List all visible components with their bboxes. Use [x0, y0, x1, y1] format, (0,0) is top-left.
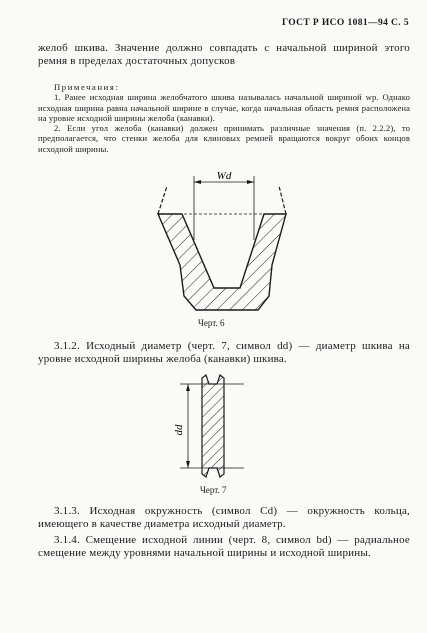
notes-title: Примечания: — [54, 82, 120, 92]
note-2: 2. Если угол желоба (канавки) должен принимать различные значения (п. 2.2.2), то предполагается, что стенки желоба для клиновых ремней вращаются вокруг обоих концов исходной ширины. — [38, 123, 410, 154]
intro-text: желоб шкива. Значение должно совпадать с начальной шириной этого ремня в пределах достаточных допусков — [38, 42, 410, 68]
figure-6-groove-section — [140, 170, 300, 318]
figure-7-diameter-section — [173, 372, 248, 482]
diameter-arrow-bottom — [186, 461, 190, 468]
section-3-1-2-text: 3.1.2. Исходный диаметр (черт. 7, символ dd) — диаметр шкива на уровне исходной ширины желоба (канавки) шкива. — [38, 340, 410, 366]
right-flange-edge — [279, 186, 286, 214]
figure-7-caption: Черт. 7 — [200, 485, 227, 495]
left-flange-edge — [158, 186, 167, 214]
diameter-arrow-top — [186, 384, 190, 391]
section-3-1-4-text: 3.1.4. Смещение исходной линии (черт. 8, символ bd) — радиальное смещение между уровнями начальной ширины и исходной ширины. — [38, 534, 410, 560]
groove-section-hatch — [158, 214, 286, 310]
note-1: 1. Ранее исходная ширина желобчатого шкива называлась начальной шириной wp. Однако исходная ширина равна начальной ширине в случае, когда начальная область ремня расположена на уровне исходной ширины желоба (канавки). — [38, 92, 410, 123]
section-3-1-3-text: 3.1.3. Исходная окружность (символ Cd) — окружность кольца, имеющего в качестве диаметра исходный диаметр. — [38, 505, 410, 531]
notes-block — [38, 82, 410, 154]
intro-paragraph — [38, 42, 410, 68]
dimension-arrow-left — [194, 180, 201, 184]
dimension-label-wd: Wd — [216, 170, 232, 182]
page-header: ГОСТ Р ИСО 1081—94 С. 5 — [281, 18, 409, 28]
section-3-1-3 — [38, 505, 410, 531]
section-3-1-2 — [38, 340, 410, 366]
figure-6-caption: Черт. 6 — [198, 318, 225, 328]
dimension-label-dd: dd — [173, 424, 185, 436]
section-3-1-4 — [38, 534, 410, 560]
dimension-arrow-right — [247, 180, 254, 184]
rim-section-hatch — [202, 375, 224, 477]
